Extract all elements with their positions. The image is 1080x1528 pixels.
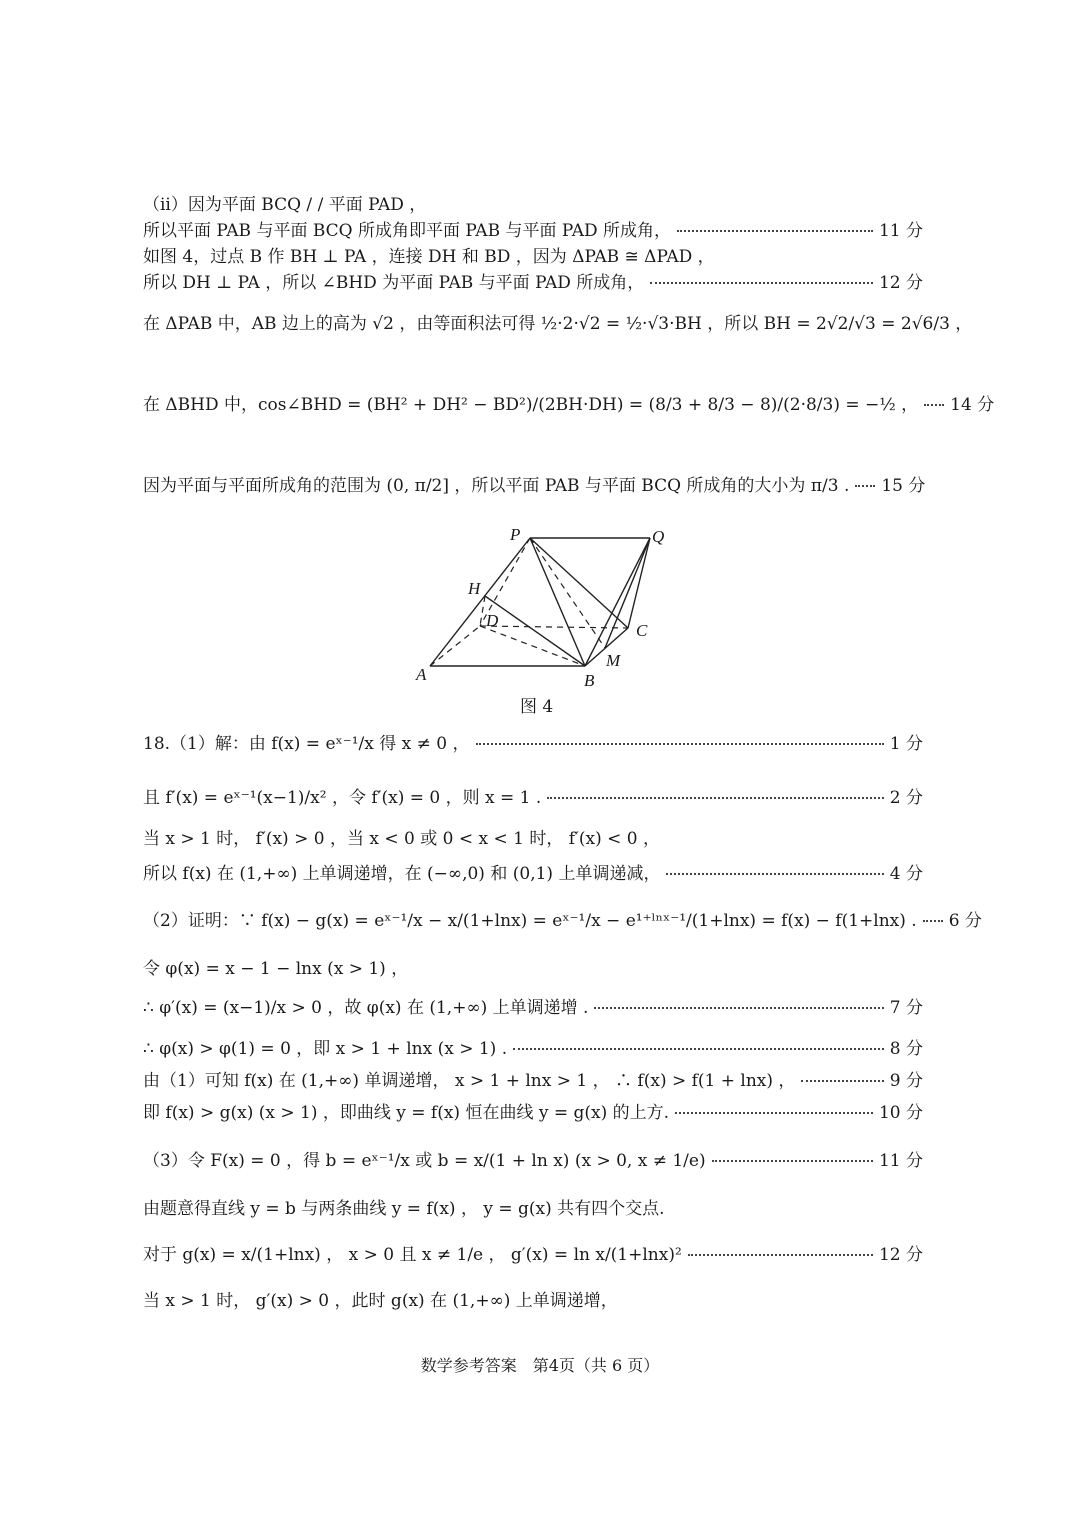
leader-dots bbox=[594, 1007, 883, 1009]
answer-line bbox=[143, 957, 923, 981]
label-Q: Q bbox=[652, 527, 665, 546]
score-label: 15 分 bbox=[881, 476, 926, 496]
leader-dots bbox=[650, 282, 873, 284]
line-text: 当 x > 1 时， g′(x) > 0 ，此时 g(x) 在 (1,+∞) 上单调递增， bbox=[143, 1291, 618, 1311]
answer-line bbox=[143, 393, 995, 417]
leader-dots bbox=[688, 1254, 873, 1256]
answer-line bbox=[143, 1149, 923, 1173]
label-A: A bbox=[416, 665, 427, 684]
line-text: 18.（1）解：由 f(x) = eˣ⁻¹/x 得 x ≠ 0 ， bbox=[143, 734, 470, 754]
label-B: B bbox=[584, 671, 595, 690]
line-text: （2）证明：∵ f(x) − g(x) = eˣ⁻¹/x − x/(1+lnx) = eˣ⁻¹/x − e¹⁺ˡⁿˣ⁻¹/(1+lnx) = f(x) − f(1+lnx) . bbox=[143, 911, 917, 931]
answer-line bbox=[143, 1197, 923, 1221]
leader-dots bbox=[677, 230, 873, 232]
score-label: 7 分 bbox=[889, 998, 923, 1018]
score-label: 14 分 bbox=[950, 395, 995, 415]
line-text: 因为平面与平面所成角的范围为 (0, π/2] ，所以平面 PAB 与平面 BCQ 所成角的大小为 π/3 . bbox=[143, 476, 850, 496]
label-M: M bbox=[606, 651, 621, 670]
page-footer: 数学参考答案 第4页（共 6 页） bbox=[420, 1356, 660, 1375]
line-text: 由（1）可知 f(x) 在 (1,+∞) 单调递增， x > 1 + lnx > 1 ， ∴ f(x) > f(1 + lnx) ， bbox=[143, 1071, 796, 1091]
score-label: 12 分 bbox=[878, 273, 923, 293]
line-text: 且 f′(x) = eˣ⁻¹(x−1)/x² ，令 f′(x) = 0 ，则 x = 1 . bbox=[143, 788, 542, 808]
line-text: （ii）因为平面 BCQ / / 平面 PAD ， bbox=[143, 195, 427, 215]
answer-line bbox=[143, 474, 926, 498]
answer-line bbox=[143, 996, 923, 1020]
answer-line bbox=[143, 312, 973, 336]
line-text: ∴ φ′(x) = (x−1)/x > 0 ，故 φ(x) 在 (1,+∞) 上单调递增 . bbox=[143, 998, 589, 1018]
leader-dots bbox=[924, 404, 944, 406]
leader-dots bbox=[666, 873, 883, 875]
figure-caption: 图 4 bbox=[520, 697, 554, 717]
figure-4-diagram bbox=[400, 518, 690, 698]
score-label: 9 分 bbox=[889, 1071, 923, 1091]
answer-line bbox=[143, 862, 923, 886]
leader-dots bbox=[855, 485, 875, 487]
answer-line bbox=[143, 245, 923, 269]
answer-line bbox=[143, 271, 923, 295]
label-H: H bbox=[468, 579, 481, 598]
leader-dots bbox=[801, 1080, 883, 1082]
score-label: 4 分 bbox=[889, 864, 923, 884]
line-text: 即 f(x) > g(x) (x > 1) ，即曲线 y = f(x) 恒在曲线 y = g(x) 的上方. bbox=[143, 1103, 670, 1123]
leader-dots bbox=[476, 743, 884, 745]
answer-line bbox=[143, 1037, 923, 1061]
edge-QB bbox=[585, 538, 650, 666]
leader-dots bbox=[513, 1048, 884, 1050]
edge-DB bbox=[480, 626, 585, 666]
score-label: 2 分 bbox=[889, 788, 923, 808]
answer-line bbox=[143, 909, 982, 933]
line-text: 对于 g(x) = x/(1+lnx) ， x > 0 且 x ≠ 1/e ， g′(x) = ln x/(1+lnx)² bbox=[143, 1245, 682, 1265]
line-text: 令 φ(x) = x − 1 − lnx (x > 1) ， bbox=[143, 959, 409, 979]
line-text: 所以 DH ⊥ PA ，所以 ∠BHD 为平面 PAB 与平面 PAD 所成角， bbox=[143, 273, 645, 293]
score-label: 11 分 bbox=[878, 221, 923, 241]
edge-PC bbox=[530, 538, 628, 628]
line-text: 所以平面 PAB 与平面 BCQ 所成角即平面 PAB 与平面 PAD 所成角， bbox=[143, 221, 672, 241]
line-text: 由题意得直线 y = b 与两条曲线 y = f(x) ， y = g(x) 共有四个交点. bbox=[143, 1199, 665, 1219]
line-text: 所以 f(x) 在 (1,+∞) 上单调递增，在 (−∞,0) 和 (0,1) 上单调递减， bbox=[143, 864, 661, 884]
score-label: 11 分 bbox=[878, 1151, 923, 1171]
edge-PA bbox=[430, 538, 530, 666]
edge-AD bbox=[430, 626, 480, 666]
leader-dots bbox=[547, 797, 883, 799]
score-label: 1 分 bbox=[889, 734, 923, 754]
answer-line bbox=[143, 1069, 923, 1093]
score-label: 8 分 bbox=[889, 1039, 923, 1059]
label-D: D bbox=[486, 611, 499, 630]
answer-line bbox=[143, 1289, 923, 1313]
line-text: （3）令 F(x) = 0 ，得 b = eˣ⁻¹/x 或 b = x/(1 + ln x) (x > 0, x ≠ 1/e) bbox=[143, 1151, 706, 1171]
line-text: ∴ φ(x) > φ(1) = 0 ，即 x > 1 + lnx (x > 1) . bbox=[143, 1039, 508, 1059]
answer-line bbox=[143, 1243, 923, 1267]
answer-line bbox=[143, 193, 923, 217]
score-label: 10 分 bbox=[878, 1103, 923, 1123]
edge-PM bbox=[530, 538, 605, 648]
answer-line bbox=[143, 219, 923, 243]
score-label: 6 分 bbox=[948, 911, 982, 931]
leader-dots bbox=[712, 1160, 873, 1162]
line-text: 如图 4，过点 B 作 BH ⊥ PA ，连接 DH 和 BD ，因为 ΔPAB ≅ ΔPAD ， bbox=[143, 247, 715, 267]
leader-dots bbox=[923, 920, 943, 922]
answer-line bbox=[143, 827, 923, 851]
line-text: 在 ΔBHD 中，cos∠BHD = (BH² + DH² − BD²)/(2BH·DH) = (8/3 + 8/3 − 8)/(2·8/3) = −½ ， bbox=[143, 395, 919, 415]
label-C: C bbox=[636, 621, 648, 640]
score-label: 12 分 bbox=[878, 1245, 923, 1265]
leader-dots bbox=[675, 1112, 873, 1114]
answer-line bbox=[143, 1101, 923, 1125]
line-text: 在 ΔPAB 中，AB 边上的高为 √2 ，由等面积法可得 ½·2·√2 = ½·√3·BH ，所以 BH = 2√2/√3 = 2√6/3 ， bbox=[143, 314, 973, 334]
answer-line bbox=[143, 732, 923, 756]
line-text: 当 x > 1 时， f′(x) > 0 ，当 x < 0 或 0 < x < 1 时， f′(x) < 0 ， bbox=[143, 829, 661, 849]
label-P: P bbox=[510, 525, 521, 544]
answer-line bbox=[143, 786, 923, 810]
